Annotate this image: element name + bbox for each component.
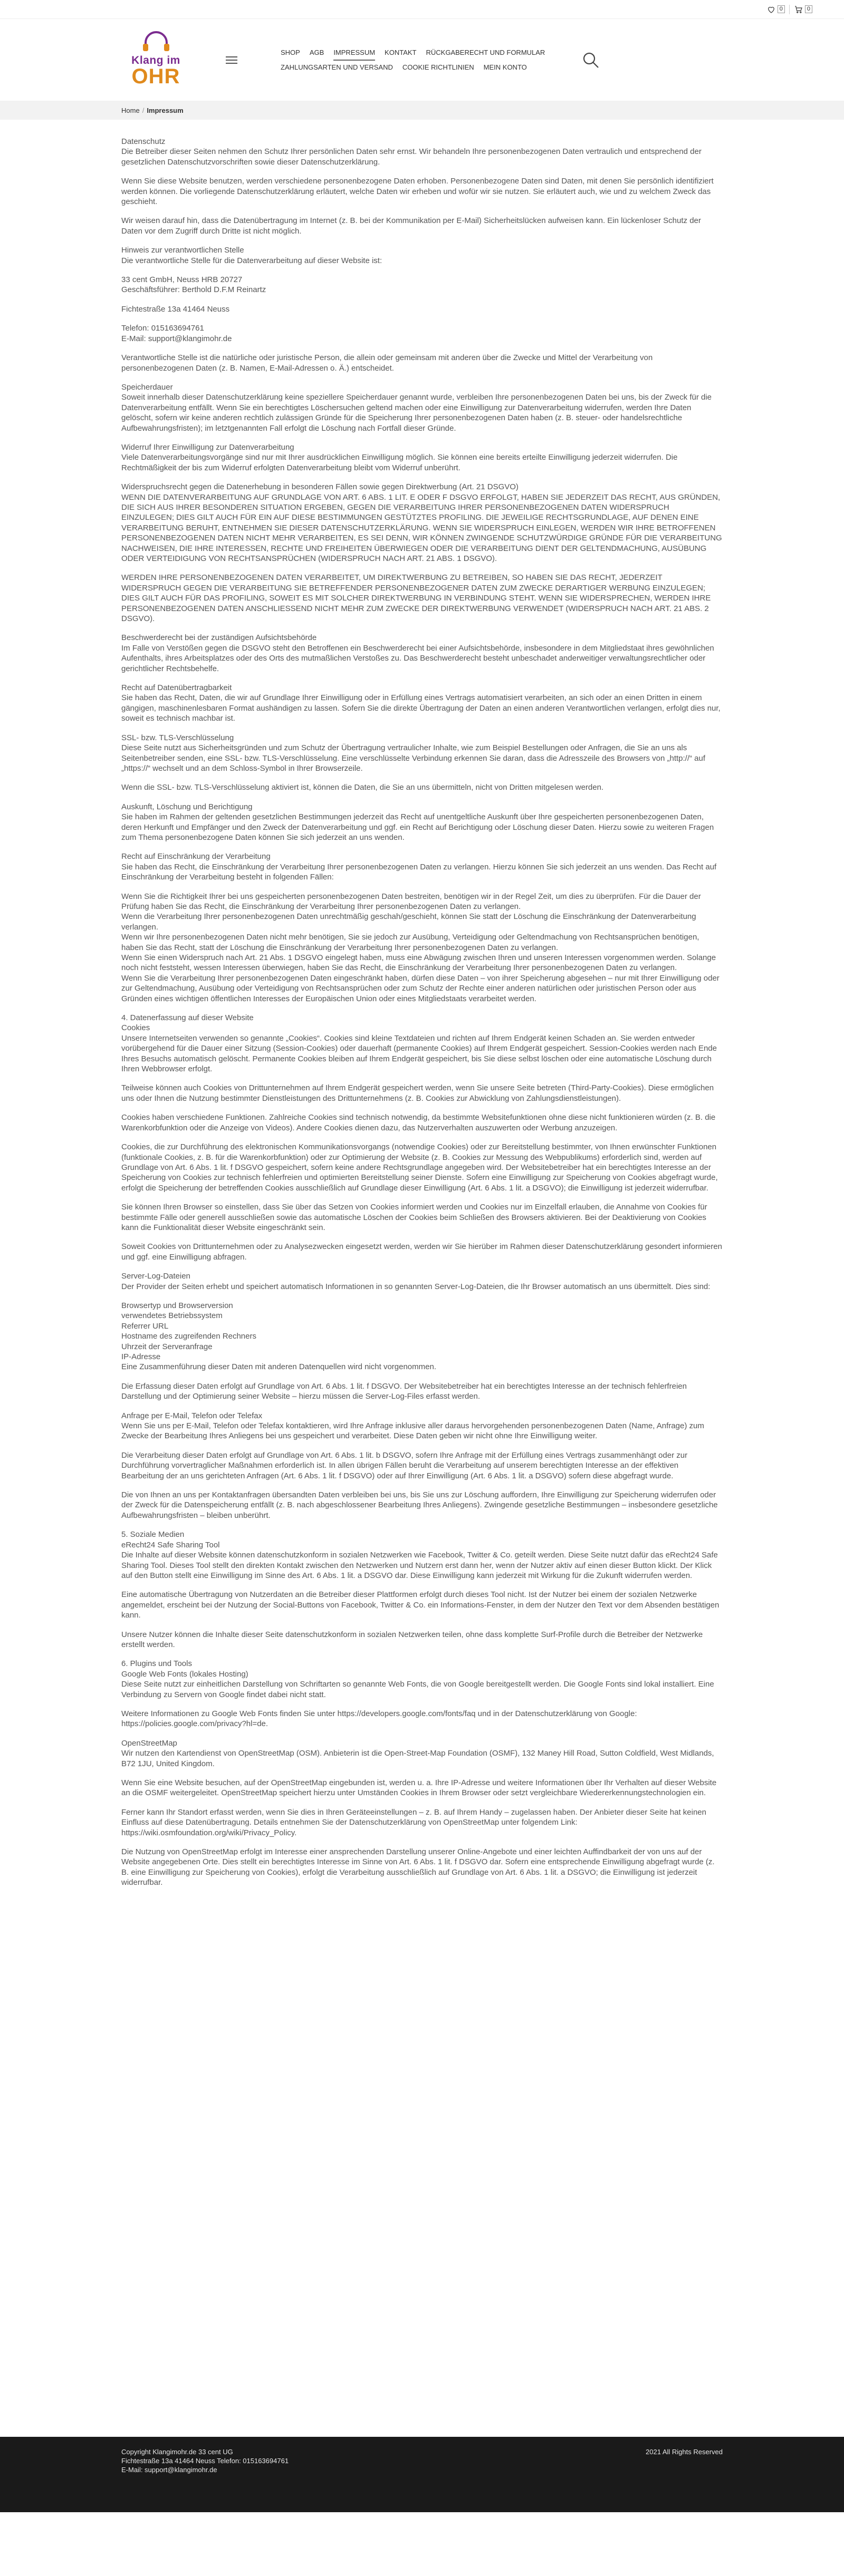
paragraph: Unsere Nutzer können die Inhalte dieser Seite datenschutzkonform in sozialen Netzwerken teilen, ohne dass komplette Surf-Profile durch die Betreiber der Netzwerke erstellt werden.	[121, 1630, 703, 1649]
breadcrumb-current: Impressum	[147, 106, 184, 114]
breadcrumb-home[interactable]: Home	[121, 106, 140, 114]
paragraph: Wenn die SSL- bzw. TLS-Verschlüsselung aktiviert ist, können die Daten, die Sie an uns übermitteln, nicht von Dritten mitgelesen werden.	[121, 783, 604, 792]
nav-item-shop[interactable]: SHOP	[281, 48, 300, 56]
main-navigation	[281, 46, 555, 74]
paragraph: Verantwortliche Stelle ist die natürliche oder juristische Person, die allein oder gemeinsam mit anderen über die Zwecke und Mittel der Verarbeitung von personenbezogenen Daten (z. B. Namen, E-Mail-Adressen o. Ä.) entscheidet.	[121, 353, 653, 373]
paragraph: Widerruf Ihrer Einwilligung zur Datenverarbeitung Viele Datenverarbeitungsvorgänge sind nur mit Ihrer ausdrücklichen Einwilligung möglich. Sie können eine bereits erteilte Einwilligung jederzeit widerrufen. Die Rechtmäßigkeit der bis zum Widerruf erfolgten Datenverarbeitung bleibt vom Widerruf unberührt.	[121, 442, 678, 472]
paragraph: Wenn Sie eine Website besuchen, auf der OpenStreetMap eingebunden ist, werden u. a. Ihre IP-Adresse und weitere Informationen über Ihr Verhalten auf dieser Website an die OSMF weitergeleitet. OpenStreetMap speichert hierzu unter Umständen Cookies in Ihrem Browser oder setzt vergleichbare Wiedererkennungstechnologien ein.	[121, 1778, 717, 1798]
breadcrumb	[0, 101, 844, 120]
paragraph: Soweit Cookies von Drittunternehmen oder zu Analysezwecken eingesetzt werden, werden wir Sie hierüber im Rahmen dieser Datenschutzerklärung gesondert informieren und ggf. eine Einwilligung abfragen.	[121, 1242, 722, 1262]
paragraph: Telefon: 015163694761 E-Mail: support@klangimohr.de	[121, 324, 232, 343]
site-logo[interactable]	[120, 26, 191, 94]
paragraph: Cookies, die zur Durchführung des elektronischen Kommunikationsvorgangs (notwendige Cookies) oder zur Bereitstellung bestimmter, von Ihnen erwünschter Funktionen (funktionale Cookies, z. B. für die Warenkorbfunktion) oder zur Optimierung der Website (z. B. Cookies zur Messung des Webpublikums) erforderlich sind, werden auf Grundlage von Art. 6 Abs. 1 lit. f DSGVO gespeichert, sofern keine andere Rechtsgrundlage angegeben wird. Der Websitebetreiber hat ein berechtigtes Interesse an der Speicherung von Cookies zur technisch fehlerfreien und optimierten Bereitstellung seiner Dienste. Sofern eine Einwilligung zur Speicherung von Cookies abgefragt wurde, erfolgt die Speicherung der betreffenden Cookies ausschließlich auf Grundlage dieser Einwilligung (Art. 6 Abs. 1 lit. a DSGVO); die Einwilligung ist jederzeit widerrufbar.	[121, 1142, 718, 1193]
search-icon	[581, 51, 600, 70]
paragraph: Speicherdauer Soweit innerhalb dieser Datenschutzerklärung keine speziellere Speicherdauer genannt wurde, verbleiben Ihre personenbezogenen Daten bei uns, bis der Zweck für die Datenverarbeitung entfällt. Wenn Sie ein berechtigtes Löschersuchen geltend machen oder eine Einwilligung zur Datenverarbeitung widerrufen, werden Ihre Daten gelöscht, sofern wir keine anderen rechtlich zulässigen Gründe für die Speicherung Ihrer personenbezogenen Daten haben (z. B. steuer- oder handelsrechtliche Aufbewahrungsfristen); im letztgenannten Fall erfolgt die Löschung nach Fortfall dieser Gründe.	[121, 382, 712, 433]
logo-text-main: OHR	[131, 64, 180, 88]
nav-item-cookie-richtlinien[interactable]: COOKIE RICHTLINIEN	[402, 63, 474, 71]
paragraph: Die Nutzung von OpenStreetMap erfolgt im Interesse einer ansprechenden Darstellung unserer Online-Angebote und einer leichten Auffindbarkeit der von uns auf der Website angegebenen Orte. Dies stellt ein berechtigtes Interesse im Sinne von Art. 6 Abs. 1 lit. f DSGVO dar. Sofern eine entsprechende Einwilligung abgefragt wurde (z. B. eine Einwilligung zur Speicherung von Cookies), erfolgt die Verarbeitung ausschließlich auf Grundlage von Art. 6 Abs. 1 lit. a DSGVO; die Einwilligung ist jederzeit widerrufbar.	[121, 1847, 715, 1887]
nav-item-zahlungsarten[interactable]: ZAHLUNGSARTEN UND VERSAND	[281, 63, 393, 71]
paragraph: Browsertyp und Browserversion verwendetes Betriebssystem Referrer URL Hostname des zugreifenden Rechners Uhrzeit der Serveranfrage IP-Adresse Eine Zusammenführung dieser Daten mit anderen Datenquellen wird nicht vorgenommen.	[121, 1301, 436, 1372]
paragraph: Server-Log-Dateien Der Provider der Seiten erhebt und speichert automatisch Informationen in so genannten Server-Log-Dateien, die Ihr Browser automatisch an uns übermittelt. Dies sind:	[121, 1272, 711, 1291]
paragraph: Cookies haben verschiedene Funktionen. Zahlreiche Cookies sind technisch notwendig, da bestimmte Websitefunktionen ohne diese nicht funktionieren würden (z. B. die Warenkorbfunktion oder die Anzeige von Videos). Andere Cookies dienen dazu, das Nutzerverhalten auszuwerten oder Werbung anzuzeigen.	[121, 1113, 716, 1132]
headphones-icon	[140, 31, 172, 52]
nav-row-primary	[281, 46, 555, 61]
paragraph: Wenn Sie diese Website benutzen, werden verschiedene personenbezogene Daten erhoben. Personenbezogene Daten sind Daten, mit denen Sie persönlich identifiziert werden können. Die vorliegende Datenschutzerklärung erläutert, welche Daten wir erheben und wofür wir sie nutzen. Sie erläutert auch, wie und zu welchem Zweck das geschieht.	[121, 177, 714, 207]
paragraph: Wir weisen darauf hin, dass die Datenübertragung im Internet (z. B. bei der Kommunikation per E-Mail) Sicherheitslücken aufweisen kann. Ein lückenloser Schutz der Daten vor dem Zugriff durch Dritte ist nicht möglich.	[121, 216, 701, 236]
paragraph: SSL- bzw. TLS-Verschlüsselung Diese Seite nutzt aus Sicherheitsgründen und zum Schutz der Übertragung vertraulicher Inhalte, wie zum Beispiel Bestellungen oder Anfragen, die Sie an uns als Seitenbetreiber senden, eine SSL- bzw. TLS-Verschlüsselung. Eine verschlüsselte Verbindung erkennen Sie daran, dass die Adresszeile des Browsers von „http://“ auf „https://“ wechselt und an dem Schloss-Symbol in Ihrer Browserzeile.	[121, 733, 706, 773]
footer-email[interactable]: E-Mail: support@klangimohr.de	[121, 2466, 217, 2474]
nav-item-impressum[interactable]: IMPRESSUM	[333, 46, 375, 61]
paragraph: Teilweise können auch Cookies von Drittunternehmen auf Ihrem Endgerät gespeichert werden, wenn Sie unsere Seite betreten (Third-Party-Cookies). Diese ermöglichen uns oder Ihnen die Nutzung bestimmter Dienstleistungen des Drittunternehmens (z. B. Cookies zur Abwicklung von Zahlungsdienstleistungen).	[121, 1083, 714, 1103]
paragraph: Anfrage per E-Mail, Telefon oder Telefax Wenn Sie uns per E-Mail, Telefon oder Telefax kontaktieren, wird Ihre Anfrage inklusive aller daraus hervorgehenden personenbezogenen Daten (Name, Anfrage) zum Zwecke der Bearbeitung Ihres Anliegens bei uns gespeichert und verarbeitet. Diese Daten geben wir nicht ohne Ihre Einwilligung weiter.	[121, 1411, 704, 1441]
breadcrumb-separator: /	[142, 106, 145, 114]
privacy-policy-content	[121, 120, 723, 2437]
site-footer	[0, 2437, 844, 2512]
topbar-divider	[789, 5, 790, 14]
paragraph: Fichtestraße 13a 41464 Neuss	[121, 304, 230, 314]
paragraph: Widerspruchsrecht gegen die Datenerhebung in besonderen Fällen sowie gegen Direktwerbung (Art. 21 DSGVO) WENN DIE DATENVERARBEITUNG AUF GRUNDLAGE VON ART. 6 ABS. 1 LIT. E ODER F DSGVO ERFOLGT, HABEN SIE JEDERZEIT DAS RECHT, AUS GRÜNDEN, DIE SICH AUS IHRER BESONDEREN SITUATION ERGEBEN, GEGEN DIE VERARBEITUNG IHRER PERSONENBEZOGENEN DATEN WIDERSPRUCH EINZULEGEN; DIES GILT AUCH FÜR EIN AUF DIESE BESTIMMUNGEN GESTÜTZTES PROFILING. DIE JEWEILIGE RECHTSGRUNDLAGE, AUF DENEN EINE VERARBEITUNG BERUHT, ENTNEHMEN SIE DIESER DATENSCHUTZERKLÄRUNG. WENN SIE WIDERSPRUCH EINLEGEN, WERDEN WIR IHRE BETROFFENEN PERSONENBEZOGENEN DATEN NICHT MEHR VERARBEITEN, ES SEI DENN, WIR KÖNNEN ZWINGENDE SCHUTZWÜRDIGE GRÜNDE FÜR DIE VERARBEITUNG NACHWEISEN, DIE IHRE INTERESSEN, RECHTE UND FREIHEITEN ÜBERWIEGEN ODER DIE VERARBEITUNG DIENT DER GELTENDMACHUNG, AUSÜBUNG ODER VERTEIDIGUNG VON RECHTSANSPRÜCHEN (WIDERSPRUCH NACH ART. 21 ABS. 1 DSGVO).	[121, 482, 722, 563]
wishlist-link[interactable]	[766, 5, 785, 14]
paragraph: Beschwerderecht bei der zuständigen Aufsichtsbehörde Im Falle von Verstößen gegen die DSGVO steht den Betroffenen ein Beschwerderecht bei einer Aufsichtsbehörde, insbesondere in dem Mitgliedstaat ihres gewöhnlichen Aufenthalts, ihres Arbeitsplatzes oder des Orts des mutmaßlichen Verstoßes zu. Das Beschwerderecht besteht unbeschadet anderweitiger verwaltungsrechtlicher oder gerichtlicher Rechtsbehelfe.	[121, 633, 714, 673]
footer-copyright: 2021 All Rights Reserved	[646, 2448, 723, 2456]
nav-item-kontakt[interactable]: KONTAKT	[385, 48, 417, 56]
paragraph: Wenn Sie die Richtigkeit Ihrer bei uns gespeicherten personenbezogenen Daten bestreiten, benötigen wir in der Regel Zeit, um dies zu überprüfen. Für die Dauer der Prüfung haben Sie das Recht, die Einschränkung der Verarbeitung Ihrer personenbezogenen Daten zu verlangen. Wenn die Verarbeitung Ihrer personenbezogenen Daten unrechtmäßig geschah/geschieht, können Sie statt der Löschung die Einschränkung der Datenverarbeitung verlangen. Wenn wir Ihre personenbezogenen Daten nicht mehr benötigen, Sie sie jedoch zur Ausübung, Verteidigung oder Geltendmachung von Rechtsansprüchen benötigen, haben Sie das Recht, statt der Löschung die Einschränkung der Verarbeitung Ihrer personenbezogenen Daten zu verlangen. Wenn Sie einen Widerspruch nach Art. 21 Abs. 1 DSGVO eingelegt haben, muss eine Abwägung zwischen Ihren und unseren Interessen vorgenommen werden. Solange noch nicht feststeht, wessen Interessen überwiegen, haben Sie das Recht, die Einschränkung der Verarbeitung Ihrer personenbezogenen Daten zu verlangen. Wenn Sie die Verarbeitung Ihrer personenbezogenen Daten eingeschränkt haben, dürfen diese Daten – von ihrer Speicherung abgesehen – nur mit Ihrer Einwilligung oder zur Geltendmachung, Ausübung oder Verteidigung von Rechtsansprüchen oder zum Schutz der Rechte einer anderen natürlichen oder juristischen Person oder aus Gründen eines wichtigen öffentlichen Interesses der Europäischen Union oder eines Mitgliedstaats verarbeitet werden.	[121, 892, 720, 1003]
paragraph: 5. Soziale Medien eRecht24 Safe Sharing Tool Die Inhalte auf dieser Website können datenschutzkonform in sozialen Netzwerken wie Facebook, Twitter & Co. geteilt werden. Diese Seite nutzt dafür das eRecht24 Safe Sharing Tool. Dieses Tool stellt den direkten Kontakt zwischen den Netzwerken und Nutzern erst dann her, wenn der Nutzer aktiv auf einen dieser Button klickt. Der Klick auf den Button stellt eine Einwilligung im Sinne des Art. 6 Abs. 1 lit. a DSGVO dar. Diese Einwilligung kann jederzeit mit Wirkung für die Zukunft widerrufen werden.	[121, 1530, 718, 1580]
paragraph: 4. Datenerfassung auf dieser Website Cookies Unsere Internetseiten verwenden so genannte „Cookies“. Cookies sind kleine Textdateien und richten auf Ihrem Endgerät keinen Schaden an. Sie werden entweder vorübergehend für die Dauer einer Sitzung (Session-Cookies) oder dauerhaft (permanente Cookies) auf Ihrem Endgerät gespeichert. Session-Cookies werden nach Ende Ihres Besuchs automatisch gelöscht. Permanente Cookies bleiben auf Ihrem Endgerät gespeichert, bis Sie diese selbst löschen oder eine automatische Löschung durch Ihren Webbrowser erfolgt.	[121, 1013, 717, 1074]
cart-count: 0	[805, 5, 812, 13]
paragraph: Recht auf Einschränkung der Verarbeitung Sie haben das Recht, die Einschränkung der Verarbeitung Ihrer personenbezogenen Daten zu verlangen. Hierzu können Sie sich jederzeit an uns wenden. Das Recht auf Einschränkung der Verarbeitung besteht in folgenden Fällen:	[121, 852, 717, 882]
paragraph: Die Verarbeitung dieser Daten erfolgt auf Grundlage von Art. 6 Abs. 1 lit. b DSGVO, sofern Ihre Anfrage mit der Erfüllung eines Vertrags zusammenhängt oder zur Durchführung vorvertraglicher Maßnahmen erforderlich ist. In allen übrigen Fällen beruht die Verarbeitung auf unserem berechtigten Interesse an der effektiven Bearbeitung der an uns gerichteten Anfragen (Art. 6 Abs. 1 lit. f DSGVO) oder auf Ihrer Einwilligung (Art. 6 Abs. 1 lit. a DSGVO) sofern diese abgefragt wurde.	[121, 1450, 688, 1480]
footer-address: Fichtestraße 13a 41464 Neuss Telefon: 015163694761	[121, 2457, 289, 2465]
paragraph: 6. Plugins und Tools Google Web Fonts (lokales Hosting) Diese Seite nutzt zur einheitlichen Darstellung von Schriftarten so genannte Web Fonts, die von Google bereitgestellt werden. Die Google Fonts sind lokal installiert. Eine Verbindung zu Servern von Google findet dabei nicht statt.	[121, 1659, 714, 1699]
paragraph: Die Erfassung dieser Daten erfolgt auf Grundlage von Art. 6 Abs. 1 lit. f DSGVO. Der Websitebetreiber hat ein berechtigtes Interesse an der technisch fehlerfreien Darstellung und der Optimierung seiner Website – hierzu müssen die Server-Log-Files erfasst werden.	[121, 1381, 687, 1401]
paragraph: Ferner kann Ihr Standort erfasst werden, wenn Sie dies in Ihren Geräteeinstellungen – z. B. auf Ihrem Handy – zugelassen haben. Der Anbieter dieser Seite hat keinen Einfluss auf diese Datenübertragung. Details entnehmen Sie der Datenschutzerklärung von OpenStreetMap unter folgendem Link: https://wiki.osmfoundation.org/wiki/Privacy_Policy.	[121, 1807, 706, 1837]
footer-company: Copyright Klangimohr.de 33 cent UG	[121, 2448, 233, 2456]
nav-item-mein-konto[interactable]: MEIN KONTO	[483, 63, 527, 71]
footer-contact	[121, 2447, 289, 2512]
paragraph: Recht auf Datenübertragbarkeit Sie haben das Recht, Daten, die wir auf Grundlage Ihrer Einwilligung oder in Erfüllung eines Vertrags automatisiert verarbeiten, an sich oder an einen Dritten in einem gängigen, maschinenlesbaren Format aushändigen zu lassen. Sofern Sie die direkte Übertragung der Daten an einen anderen Verantwortlichen verlangen, erfolgt dies nur, soweit es technisch machbar ist.	[121, 683, 721, 723]
nav-item-agb[interactable]: AGB	[309, 48, 324, 56]
nav-item-rueckgaberecht[interactable]: RÜCKGABERECHT UND FORMULAR	[426, 48, 545, 56]
site-header	[0, 19, 844, 101]
nav-row-secondary	[281, 61, 555, 74]
paragraph: WERDEN IHRE PERSONENBEZOGENEN DATEN VERARBEITET, UM DIREKTWERBUNG ZU BETREIBEN, SO HABEN SIE DAS RECHT, JEDERZEIT WIDERSPRUCH GEGEN DIE VERARBEITUNG SIE BETREFFENDER PERSONENBEZOGENER DATEN ZUM ZWECKE DERARTIGER WERBUNG EINZULEGEN; DIES GILT AUCH FÜR DAS PROFILING, SOWEIT ES MIT SOLCHER DIREKTWERBUNG IN VERBINDUNG STEHT. WENN SIE WIDERSPRECHEN, WERDEN IHRE PERSONENBEZOGENEN DATEN ANSCHLIESSEND NICHT MEHR ZUM ZWECKE DER DIREKTWERBUNG VERWENDET (WIDERSPRUCH NACH ART. 21 ABS. 2 DSGVO).	[121, 573, 711, 624]
search-button[interactable]	[581, 51, 600, 70]
menu-toggle-button[interactable]	[226, 54, 237, 66]
paragraph: Datenschutz Die Betreiber dieser Seiten nehmen den Schutz Ihrer persönlichen Daten sehr ernst. Wir behandeln Ihre personenbezogenen Daten vertraulich und entsprechend der gesetzlichen Datenschutzvorschriften sowie dieser Datenschutzerklärung.	[121, 137, 702, 167]
paragraph: Die von Ihnen an uns per Kontaktanfragen übersandten Daten verbleiben bei uns, bis Sie uns zur Löschung auffordern, Ihre Einwilligung zur Speicherung widerrufen oder der Zweck für die Datenspeicherung entfällt (z. B. nach abgeschlossener Bearbeitung Ihres Anliegens). Zwingende gesetzliche Bestimmungen – insbesondere gesetzliche Aufbewahrungsfristen – bleiben unberührt.	[121, 1490, 718, 1520]
cart-icon	[794, 5, 803, 14]
paragraph: Eine automatische Übertragung von Nutzerdaten an die Betreiber dieser Plattformen erfolgt durch dieses Tool nicht. Ist der Nutzer bei einem der sozialen Netzwerke angemeldet, erscheint bei der Nutzung der Social-Buttons von Facebook, Twitter & Co. ein Informations-Fenster, in dem der Nutzer den Text vor dem Absenden bestätigen kann.	[121, 1590, 720, 1620]
paragraph: Sie können Ihren Browser so einstellen, dass Sie über das Setzen von Cookies informiert werden und Cookies nur im Einzelfall erlauben, die Annahme von Cookies für bestimmte Fälle oder generell ausschließen sowie das automatische Löschen der Cookies beim Schließen des Browsers aktivieren. Bei der Deaktivierung von Cookies kann die Funktionalität dieser Website eingeschränkt sein.	[121, 1203, 707, 1232]
cart-link[interactable]	[794, 5, 812, 14]
heart-icon	[766, 5, 776, 14]
paragraph: Hinweis zur verantwortlichen Stelle Die verantwortliche Stelle für die Datenverarbeitung auf dieser Website ist:	[121, 246, 382, 265]
wishlist-count: 0	[778, 5, 785, 13]
top-utility-bar	[0, 0, 844, 19]
paragraph: Weitere Informationen zu Google Web Fonts finden Sie unter https://developers.google.com/fonts/faq und in der Datenschutzerklärung von Google: https://policies.google.com/privacy?hl=de.	[121, 1709, 637, 1729]
paragraph: 33 cent GmbH, Neuss HRB 20727 Geschäftsführer: Berthold D.F.M Reinartz	[121, 275, 266, 295]
logo-text-top: Klang im	[131, 54, 180, 66]
paragraph: OpenStreetMap Wir nutzen den Kartendienst von OpenStreetMap (OSM). Anbieterin ist die Open-Street-Map Foundation (OSMF), 132 Maney Hill Road, Sutton Coldfield, West Midlands, B72 1JU, United Kingdom.	[121, 1738, 714, 1768]
paragraph: Auskunft, Löschung und Berichtigung Sie haben im Rahmen der geltenden gesetzlichen Bestimmungen jederzeit das Recht auf unentgeltliche Auskunft über Ihre gespeicherten personenbezogenen Daten, deren Herkunft und Empfänger und den Zweck der Datenverarbeitung und ggf. ein Recht auf Berichtigung oder Löschung dieser Daten. Hierzu sowie zu weiteren Fragen zum Thema personenbezogene Daten können Sie sich jederzeit an uns wenden.	[121, 802, 714, 842]
